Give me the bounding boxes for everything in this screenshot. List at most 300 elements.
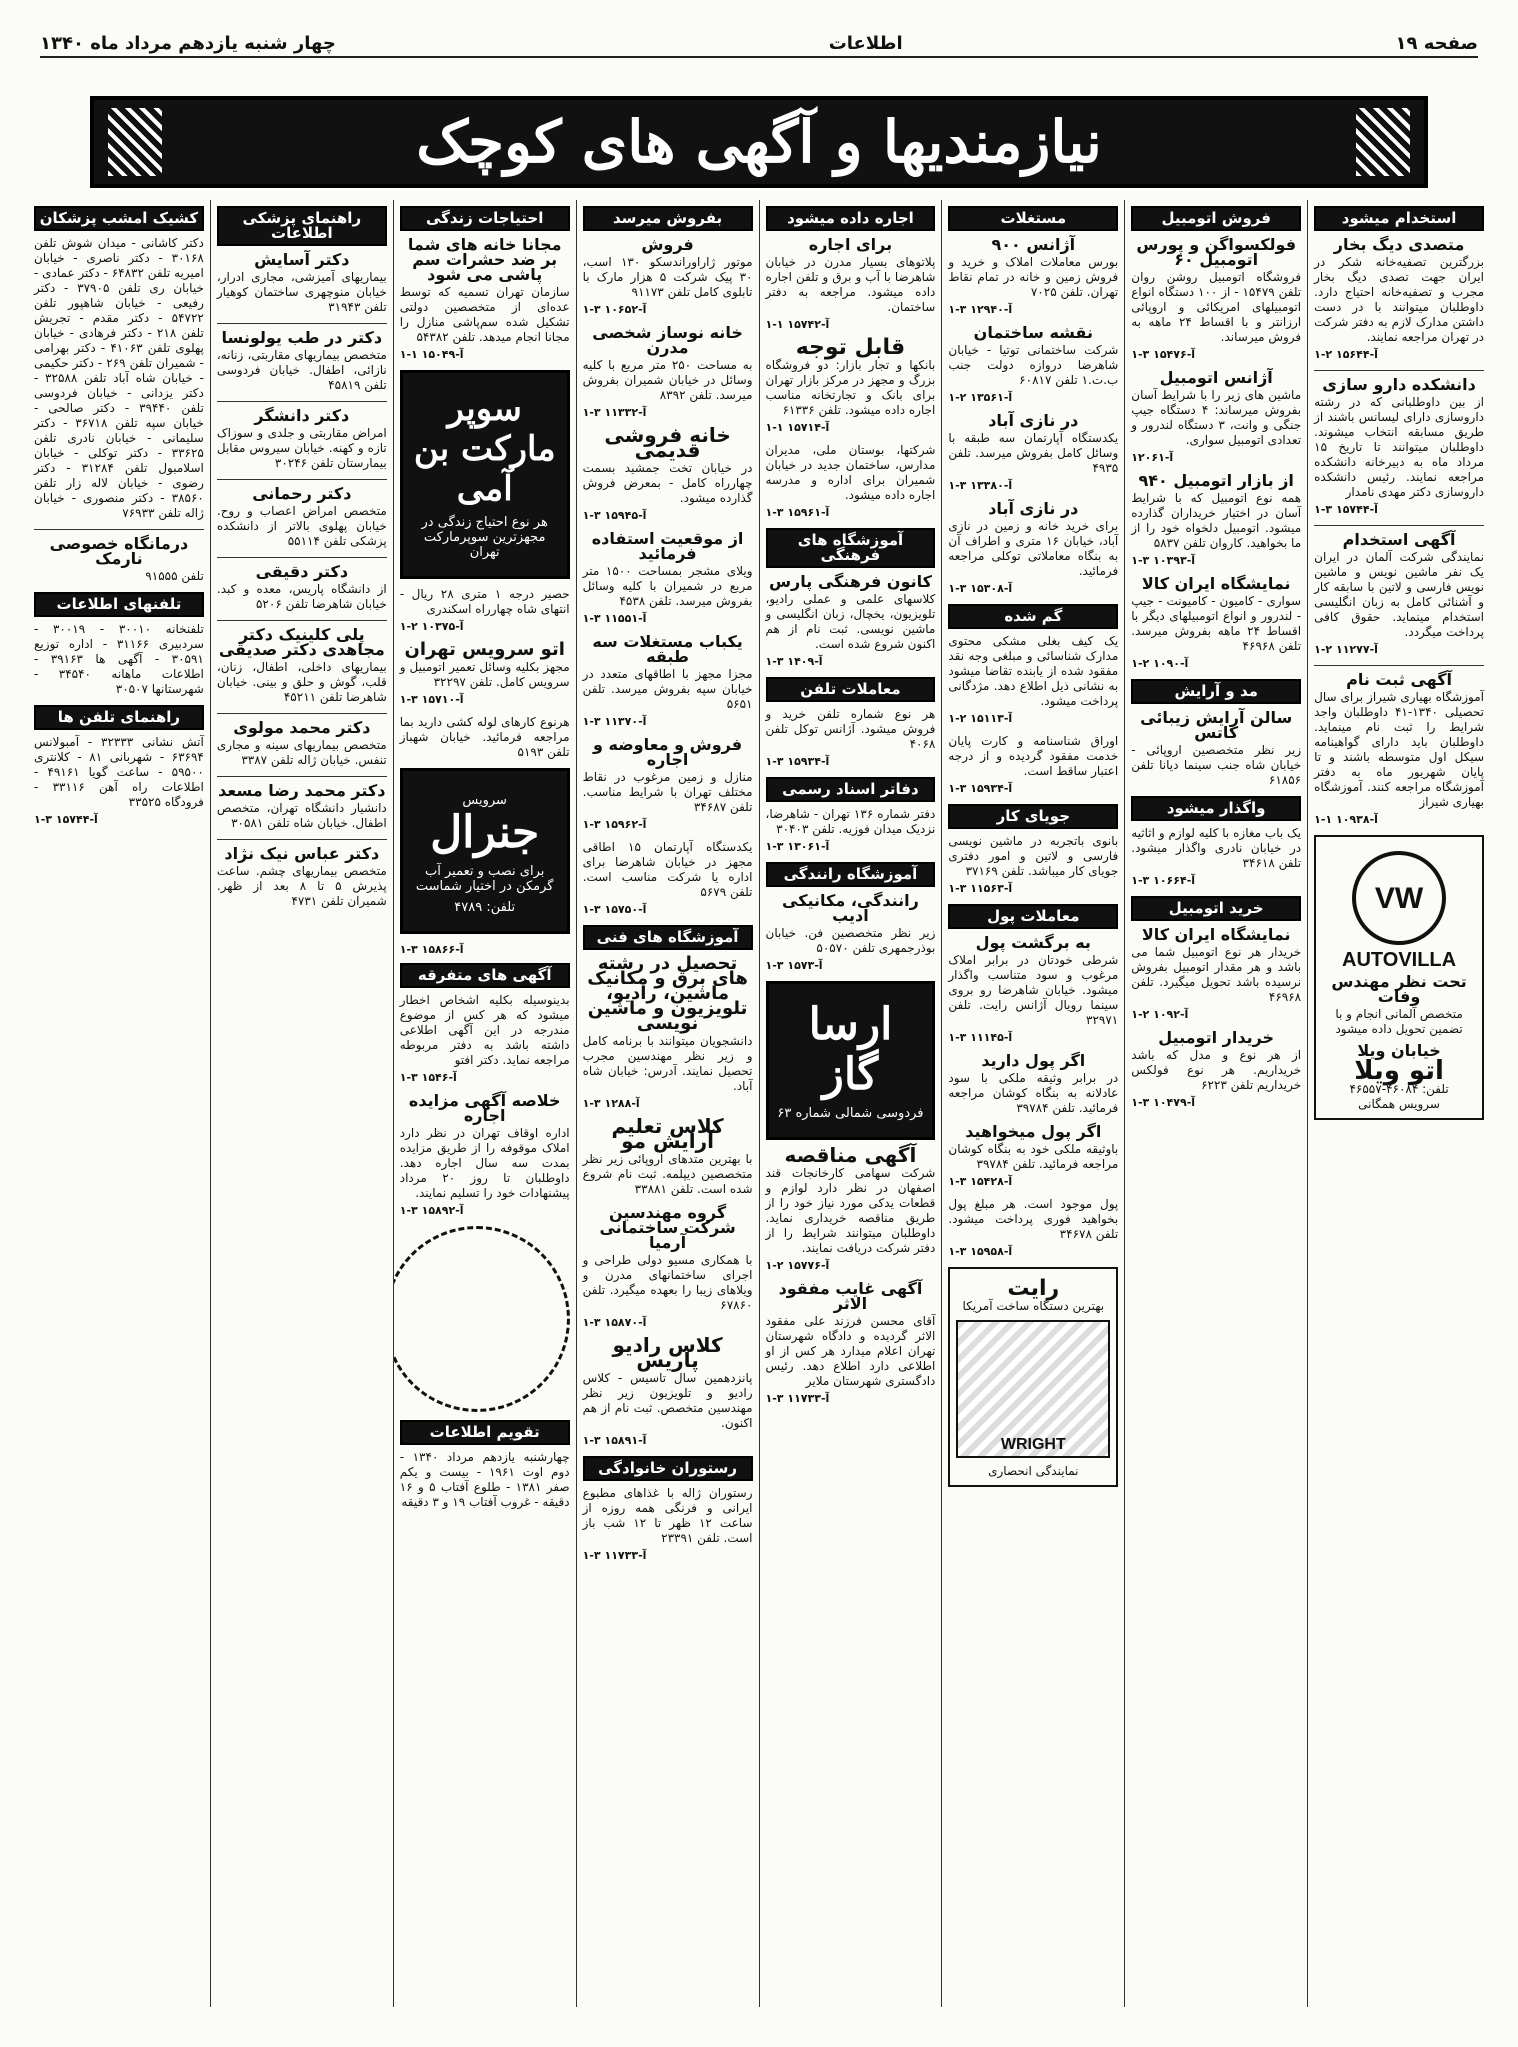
ad-body: دانشیار دانشگاه تهران، متخصص اطفال. خیابان شاه تلفن ۳۰۵۸۱ — [216, 801, 387, 830]
ad-body: زیر نظر متخصصین فن. خیابان بوذرجمهری تلفن ۵۰۵۷۰ — [765, 926, 936, 955]
ad-body: تلفن ۹۱۵۵۵ — [145, 569, 204, 583]
ad-body: در برابر وثیقه ملکی با سود عادلانه به بنگاه کوشان مراجعه فرمائید. تلفن ۳۹۷۸۴ — [948, 1071, 1119, 1115]
ad-ref: آ-۱۱۷۳۳ ۳-۱ — [765, 1392, 830, 1405]
ad-title: آژانس ۹۰۰ — [991, 235, 1076, 254]
ad-body: بیماریهای آمیزشی، مجاری ادرار، خیابان منوچهری ساختمان کوهیار تلفن ۳۱۹۴۳ — [216, 270, 387, 314]
ad-body: شرطی خودتان در برابر املاک مرغوب و سود متناسب واگذار میشود. خیابان شاهرضا رو بروی سینما رویال آژانس رایت. تلفن ۳۲۹۷۱ — [948, 953, 1119, 1027]
general-service-desc: برای نصب و تعمیر آب گرمکن در اختیار شماست — [415, 864, 554, 894]
ad-section — [948, 1124, 1118, 1189]
ad-ref: آ-۱۲۸۸ ۳-۱ — [582, 1097, 640, 1110]
ad-title: اتو سرویس تهران — [404, 639, 565, 660]
ad-ref: آ-۱۱۱۴۵ ۳-۱ — [948, 1031, 1013, 1044]
ad-body: رستوران ژاله با غذاهای مطبوع ایرانی و فرنگی همه روزه از ساعت ۱۲ ظهر تا ۱۲ شب باز است. تلفن ۲۳۳۹۱ — [582, 1486, 753, 1545]
ad-section — [948, 501, 1118, 596]
section-header: راهنمای پزشکی اطلاعات — [217, 206, 387, 246]
wright-subtitle: بهترین دستگاه ساخت آمریکا — [962, 1299, 1105, 1313]
divider — [217, 713, 387, 714]
autovilla-phone: تلفن: ۴۶۰۸۴-۴۶۵۵۷ — [1349, 1082, 1449, 1096]
section-header: آگهی های متفرقه — [400, 963, 570, 988]
ad-title: نقشه ساختمان — [973, 323, 1093, 342]
ad-title: دکتر رحمانی — [252, 484, 352, 503]
autovilla-name: اتو ویلا — [1354, 1056, 1444, 1086]
classified-columns — [28, 200, 1490, 2007]
ad-ref: آ-۱۴۰۹ ۳-۱ — [765, 655, 823, 668]
ad-section — [766, 862, 936, 973]
ad-section — [948, 904, 1118, 1045]
divider — [217, 479, 387, 480]
ad-title: خریدار اتومبیل — [1158, 1028, 1275, 1047]
ad-ref: آ-۱۳۵۶۱ ۲-۱ — [948, 391, 1013, 404]
ad-ref: آ-۱۵۴۷۶ ۳-۱ — [1131, 348, 1196, 361]
autovilla-ad — [1314, 835, 1484, 1120]
ad-ref: آ-۱۵۰۴۹ ۱-۱ — [399, 348, 464, 361]
ad-section — [1131, 576, 1301, 671]
ad-ref: آ-۱۵۹۳۴ ۳-۱ — [765, 755, 830, 768]
ad-body: امراض مقاربتی و جلدی و سوزاک تازه و کهنه. خیابان سیروس مقابل بیمارستان تلفن ۳۰۲۴۶ — [216, 426, 387, 470]
ad-section — [583, 325, 753, 420]
ad-section — [582, 1114, 753, 1197]
ad-title: از موقعیت استفاده فرمائید — [591, 529, 744, 563]
column-4 — [759, 200, 942, 2007]
ad-section — [766, 443, 936, 520]
section-header: کشیک امشب پزشکان — [34, 206, 204, 231]
ad-ref: آ-۱۳۳۸۰ ۳-۱ — [948, 479, 1013, 492]
ad-title: آژانس اتومبیل — [1159, 368, 1273, 387]
ad-ref: آ-۱۰۴۷۹ ۳-۱ — [1131, 1096, 1196, 1109]
divider — [34, 529, 204, 530]
general-service-title: جنرال — [430, 807, 540, 858]
ad-section — [217, 408, 387, 471]
ad-section — [948, 1197, 1118, 1259]
ad-section — [948, 804, 1118, 896]
ad-title: خانه فروشی قدیمی — [604, 423, 731, 462]
ad-ref: آ-۱۲۹۴۰ ۳-۱ — [948, 303, 1013, 316]
ad-body: بدینوسیله بکلیه اشخاص اخطار میشود که هر کس از موضوع مندرجه در این آگهی اطلاعی داشته باشد به دفتر مربوطه مراجعه نماید. دکتر افتو — [399, 993, 570, 1067]
arsa-gaz-ad — [766, 981, 936, 1140]
section-header: آموزشگاه رانندگی — [766, 862, 936, 887]
ad-section — [1131, 1030, 1301, 1110]
ad-body: شرکت ساختمانی توتیا - خیابان شاهرضا دروازه دولت جنب ب.ت.۱ تلفن ۶۰۸۱۷ — [948, 343, 1119, 387]
general-service-top: سرویس — [462, 793, 507, 808]
ad-section — [766, 528, 936, 669]
ad-ref: آ-۱۵۷۳ ۳-۱ — [765, 959, 823, 972]
ad-body: بورس معاملات املاک و خرید و فروش زمین و خانه در تمام نقاط تهران. تلفن ۷۰۲۵ — [948, 255, 1119, 299]
ad-title: آگهی ثبت نام — [1346, 670, 1453, 689]
ad-title: خانه نوساز شخصی مدرن — [592, 323, 743, 357]
ad-body: بانوی باتجربه در ماشین نویسی فارسی و لاتین و امور دفتری جویای کار میباشد. تلفن ۳۷۱۶۹ — [948, 834, 1119, 878]
ad-title: خلاصه آگهی مزایده اجاره — [408, 1091, 561, 1125]
ad-title: کلاس رادیو پاریس — [612, 1333, 723, 1372]
banner-stripe-right — [1356, 108, 1410, 176]
section-header: خرید اتومبیل — [1131, 896, 1301, 921]
ad-title: دانشکده دارو سازی — [1322, 375, 1476, 394]
ad-body: دفتر شماره ۱۳۶ تهران - شاهرضا، نزدیک میدان فوزیه. تلفن ۳۰۴۰۳ — [765, 807, 936, 836]
ad-body: اداره اوقاف تهران در نظر دارد املاک موقوفه را از طریق مزایده بمدت سه سال اجاره دهد. داوطلبان تا روز ۲۰ مرداد پیشنهادات خود را تسلیم نمایند. — [399, 1126, 570, 1200]
ad-body: هر نوع شماره تلفن خرید و فروش میشود. آژانس توکل تلفن ۴۰۶۸ — [765, 707, 936, 751]
ad-section — [582, 423, 753, 523]
ad-ref: آ-۱۵۴۲۸ ۳-۱ — [948, 1175, 1013, 1188]
column-7 — [210, 200, 393, 2007]
ad-title: پلی کلینیک دکتر مجاهدی دکتر صدیقی — [218, 625, 385, 659]
ad-body: با همکاری مسیو دولی طراحی و اجرای ساختمانهای مدرن و ویلاهای زیبا را بعهده میگیرد. تلفن ۶۷۸۶۰ — [582, 1253, 753, 1312]
section-header: مد و آرایش — [1131, 679, 1301, 704]
ad-ref: آ-۱۵۷۴۴ ۳-۱ — [1314, 503, 1378, 516]
ad-body: حصیر درجه ۱ متری ۲۸ ریال - انتهای شاه چهارراه اسکندری — [399, 587, 570, 616]
ad-body: برای خرید خانه و زمین در نازی آباد، خیابان ۱۶ متری و اطراف آن به بنگاه معاملاتی توکلی مراجعه فرمائید. — [948, 519, 1119, 578]
ad-body: موتور ژاراوراندسکو ۱۳۰ اسب، ۳۰ پیک شرکت ۵ هزار مارک با تابلوی کامل تلفن ۹۱۱۷۳ — [582, 255, 753, 299]
ad-section — [1314, 377, 1484, 517]
ad-section — [948, 734, 1118, 796]
ad-ref: آ-۱۰۶۵۲ ۳-۱ — [582, 303, 647, 316]
ad-title: دکتر محمد رضا مسعد — [218, 781, 386, 800]
ad-title: اگر پول میخواهید — [965, 1122, 1102, 1141]
ad-section — [400, 206, 570, 362]
ad-title: فروش و معاوضه و اجاره — [593, 735, 743, 769]
ad-title: نمایشگاه ایران کالا — [1141, 925, 1291, 944]
ad-body: کلاسهای علمی و عملی رادیو، تلویزیون، یخچال، زبان انگلیسی و ماشین نویسی. ثبت نام از هم اکنون شروع شده است. — [765, 592, 936, 651]
ad-ref: آ-۱۵۱۱۳ ۲-۱ — [948, 712, 1013, 725]
ad-section — [1314, 206, 1484, 362]
autovilla-supervisor: تحت نظر مهندس وفات — [1331, 972, 1467, 1006]
ad-ref: آ-۱۱۷۳۳ ۳-۱ — [582, 1549, 647, 1562]
page-header — [40, 30, 1478, 58]
ad-section — [400, 587, 570, 634]
ad-ref: آ-۱۵۸۹۱ ۳-۱ — [582, 1434, 647, 1447]
section-header: دفاتر اسناد رسمی — [766, 777, 936, 802]
ad-title: از بازار اتومبیل ۹۴۰ — [1138, 471, 1294, 490]
ad-body: منازل و زمین مرغوب در نقاط مختلف تهران با شرایط مناسب. تلفن ۳۴۶۸۷ — [582, 770, 753, 814]
ad-section — [217, 783, 387, 831]
ad-title: در نازی آباد — [988, 499, 1079, 518]
section-header: آموزشگاه های فنی — [583, 925, 753, 950]
ad-body: خریدار هر نوع اتومبیل شما می باشد و هر مقدار اتومبیل بفروش نرسیده باشد تحویل میگیرد. تلفن ۴۶۹۶۸ — [1131, 945, 1302, 1004]
ad-title: دکتر محمد مولوی — [233, 718, 371, 737]
ad-title: آگهی مناقصه — [784, 1143, 917, 1167]
ad-title: قابل توجه — [795, 335, 906, 360]
ad-title: اگر پول دارید — [981, 1051, 1086, 1070]
vw-logo-icon — [1352, 851, 1446, 945]
ad-section — [1131, 796, 1301, 888]
ad-body: یک کیف بغلی مشکی محتوی مدارک شناسائی و مبلغی وجه نقد مفقود شده از یابنده تقاضا میشود به نشانی ذیل اطلاع دهد. مژدگانی پرداخت میشود. — [948, 634, 1119, 708]
section-header: رستوران خانوادگی — [583, 1456, 753, 1481]
ad-ref: آ-۱۵۹۵۸ ۳-۱ — [948, 1245, 1013, 1258]
ad-section — [1131, 206, 1301, 362]
ad-section — [583, 737, 753, 832]
ad-section — [217, 486, 387, 549]
section-header: مستغلات — [948, 206, 1118, 231]
ad-ref: آ-۱۰۹۰ ۲-۱ — [1131, 657, 1189, 670]
ad-ref: آ-۱۱۲۷۷ ۲-۱ — [1314, 643, 1378, 656]
ad-body: متخصص امراض اعصاب و روح. خیابان پهلوی بالاتر از دانشکده پزشکی تلفن ۵۵۱۱۴ — [216, 504, 387, 548]
ad-body: آموزشگاه بهیاری شیراز برای سال تحصیلی ۱۳۴۰-۴۱ داوطلبان واجد شرایط را ثبت نام مینماید. داوطلبان باید دارای گواهینامه سیکل اول متوسطه باشند و تا پایان شهریور ماه به دفتر آموزشگاه مراجعه کنند. آموزشگاه بهیاری شیراز — [1314, 690, 1485, 809]
ad-ref: آ-۱۵۷۴۴ ۳-۱ — [34, 813, 98, 826]
ad-ref: آ-۱۵۹۶۱ ۳-۱ — [765, 506, 830, 519]
ad-section — [583, 925, 753, 1111]
ad-body: یکدستگاه آپارتمان سه طبقه با وسائل کامل بفروش میرسد. تلفن ۴۹۳۵ — [948, 431, 1119, 475]
ad-body: شرکت سهامی کارخانجات قند اصفهان در نظر دارد لوازم و قطعات یدکی مورد نیاز خود را از طریق مناقصه خریداری نماید. داوطلبان میتوانند شرایط را از دفتر شرکت دریافت نمایند. — [765, 1166, 936, 1255]
aerogram-ad-illustration — [393, 1226, 570, 1412]
ad-body: شرکتها، بوستان ملی، مدیران مدارس، ساختمان جدید در خیابان شمیران برای اداره و مدرسه اجاره داده میشود. — [765, 443, 936, 502]
section-header: اجاره داده میشود — [766, 206, 936, 231]
ad-body: از دانشگاه پاریس، معده و کبد. خیابان شاهرضا تلفن ۵۲۰۶ — [216, 582, 387, 611]
ad-ref: آ-۱۱۵۶۳ ۳-۱ — [948, 882, 1013, 895]
banner-stripe-left — [108, 108, 162, 176]
ad-ref: آ-۱۳۰۶۱ ۳-۱ — [765, 840, 830, 853]
ad-body: باوثیقه ملکی خود به بنگاه کوشان مراجعه فرمائید. تلفن ۳۹۷۸۴ — [948, 1142, 1119, 1171]
autovilla-brand: AUTOVILLA — [1342, 949, 1457, 971]
ad-section — [765, 1143, 936, 1273]
ad-ref: آ-۱۵۸۷۰ ۳-۱ — [582, 1316, 647, 1329]
ad-section — [765, 335, 936, 435]
ad-title: متصدی دیگ بخار — [1333, 235, 1465, 254]
ad-body: سازمان تهران تسمیه که توسط عده‌ای از متخصصین دولتی تشکیل شده سم‌پاشی منازل را مجانا انجام میدهد. تلفن ۵۴۳۸۲ — [399, 285, 570, 344]
paper-name: اطلاعات — [828, 32, 903, 54]
ad-ref: آ-۱۵۸۹۲ ۳-۱ — [399, 1204, 464, 1217]
ad-body: ماشین های زیر را با شرایط آسان بفروش میرساند: ۴ دستگاه جیپ جنگی و وانت، ۳ دستگاه لندرور و تعدادی اتومبیل سواری. — [1131, 388, 1302, 447]
section-header: تلفنهای اطلاعات — [34, 592, 204, 617]
ad-section — [400, 1420, 570, 1510]
divider — [217, 323, 387, 324]
ad-ref: آ-۱۱۳۷۰ ۳-۱ — [582, 715, 647, 728]
section-header: آموزشگاه های فرهنگی — [766, 528, 936, 568]
banner-title: نیازمندیها و آگهی های کوچک — [416, 108, 1102, 176]
section-header: جویای کار — [948, 804, 1118, 829]
supermarket-ad — [400, 370, 570, 579]
supermarket-tagline: هر نوع احتیاج زندگی در مجهزترین سوپرمارکت تهران — [421, 515, 548, 560]
ad-ref: آ-۱۰۹۲ ۲-۱ — [1131, 1008, 1189, 1021]
ad-body: مجهز بکلیه وسائل تعمیر اتومبیل و سرویس کامل. تلفن ۳۲۲۹۷ — [399, 660, 570, 689]
ad-section — [766, 777, 936, 854]
ad-title: مجانا خانه های شما بر ضد حشرات سم پاشی می شود — [407, 235, 562, 284]
ad-body: از هر نوع و مدل که باشد خریداریم. هر نوع فولکس خریداریم تلفن ۶۲۲۳ — [1131, 1048, 1302, 1092]
divider — [1314, 665, 1484, 666]
ad-section — [1131, 370, 1301, 465]
ad-section — [399, 639, 570, 707]
general-service-ad — [400, 768, 570, 934]
ad-ref: آ-۱۵۸۶۶ ۳-۱ — [399, 943, 464, 956]
ad-title: فروش — [641, 235, 694, 254]
section-header: معاملات پول — [948, 904, 1118, 929]
ad-ref: آ-۱۵۷۴۲ ۱-۱ — [765, 318, 830, 331]
ad-section — [217, 846, 387, 909]
ad-ref: آ-۱۵۷۱۰ ۳-۱ — [399, 693, 464, 706]
ad-ref: آ-۱۵۳۰۸ ۳-۱ — [948, 582, 1013, 595]
issue-date: چهار شنبه یازدهم مرداد ماه ۱۳۴۰ — [40, 32, 336, 54]
autovilla-service: سرویس همگانی — [1358, 1097, 1440, 1111]
ad-section — [948, 1053, 1118, 1116]
ad-title: برای اجاره — [808, 235, 893, 254]
ad-section — [217, 627, 387, 705]
section-header: گم شده — [948, 604, 1118, 629]
ad-body: همه نوع اتومبیل که با شرایط آسان در اختیار خریداران گذارده میشود. اتومبیل دلخواه خود را از ما بخواهید. کاروان تلفن ۵۸۳۷ — [1131, 491, 1302, 550]
ad-body: هرنوع کارهای لوله کشی دارید بما مراجعه فرمائید. خیابان شهباز تلفن ۵۱۹۳ — [399, 715, 570, 759]
ad-ref: آ-۱۰۹۳۸ ۱-۱ — [1314, 813, 1378, 826]
ad-title: تحصیل در رشته های برق و مکانیک ماشین، رادیو، تلویزیون و ماشین نویسی — [587, 953, 748, 1034]
column-1 — [1307, 200, 1490, 2007]
ad-section — [948, 325, 1118, 405]
ad-title: یکباب مستغلات سه طبقه — [592, 632, 743, 666]
ad-section — [34, 536, 204, 584]
divider — [217, 620, 387, 621]
ad-title: درمانگاه خصوصی نارمک — [49, 534, 189, 568]
ad-title: رانندگی، مکانیکی ادیب — [782, 891, 919, 925]
divider — [1314, 525, 1484, 526]
divider — [217, 839, 387, 840]
ad-section — [582, 1333, 753, 1448]
ad-section — [583, 1205, 753, 1330]
ad-section — [400, 963, 570, 1085]
wright-ad — [948, 1267, 1118, 1487]
ad-section — [948, 206, 1118, 317]
section-header: بفروش میرسد — [583, 206, 753, 231]
ad-title: گروه مهندسین شرکت ساختمانی آرمیا — [599, 1203, 736, 1252]
section-header: تقویم اطلاعات — [400, 1420, 570, 1445]
ad-body: سواری - کامیون - کامیونت - جیپ - لندرور و انواع اتومبیلهای دیگر با اقساط ۲۴ ماهه بفروش میرسد. تلفن ۴۶۹۶۸ — [1131, 594, 1302, 653]
wright-title: رایت — [1007, 1276, 1060, 1301]
column-3 — [941, 200, 1124, 2007]
divider — [1314, 370, 1484, 371]
wright-brand: WRIGHT — [1000, 1436, 1066, 1453]
ad-title: کلاس تعلیم آرایش مو — [611, 1114, 724, 1153]
ad-title: دکتر در طب یولونسا — [221, 328, 383, 347]
arsa-gaz-address: فردوسی شمالی شماره ۶۳ — [777, 1106, 924, 1121]
ad-body: پلاتوهای بسیار مدرن در خیابان شاهرضا با آب و برق و تلفن اجاره داده میشود. مراجعه به دفتر ساختمان. — [765, 255, 936, 314]
ad-section — [217, 206, 387, 315]
ad-body: اوراق شناسنامه و کارت پایان خدمت مفقود گردیده و از درجه اعتبار ساقط است. — [948, 734, 1119, 778]
section-header: واگذار میشود — [1131, 796, 1301, 821]
divider — [217, 557, 387, 558]
ad-body: تلفنخانه ۳۰۰۱۰ - ۳۰۰۱۹ - سردبیری ۳۱۱۶۶ - اداره توزیع ۳۰۵۹۱ - آگهی ها ۳۹۱۶۳ - اطلاعات ماهانه ۳۴۵۴۰ - شهرستانها ۳۰۵۰۷ — [34, 622, 204, 696]
ad-body: در خیابان تخت جمشید بسمت چهارراه کامل - بمعرض فروش گذارده میشود. — [582, 461, 753, 505]
ad-section — [583, 634, 753, 729]
ad-body: از بین داوطلبانی که در رشته داروسازی دارای لیسانس باشند از طریق مسابقه انتخاب میشوند. داوطلبان میتوانند تا تاریخ ۱۵ مرداد ماه به دبیرخانه دانشکده مراجعه نمایند. رئیس دانشکده داروسازی دکتر مهدی نامدار — [1314, 395, 1484, 499]
ad-section — [583, 840, 753, 917]
section-header: راهنمای تلفن ها — [34, 705, 204, 730]
ad-section — [217, 720, 387, 768]
ad-title: دکتر عباس نیک نژاد — [224, 844, 380, 863]
general-service-phone: تلفن: ۴۷۸۹ — [454, 900, 516, 915]
ad-title: آگهی غایب مفقود الاثر — [778, 1279, 923, 1313]
column-6 — [393, 200, 576, 2007]
ad-section — [948, 604, 1118, 726]
ad-title: دکتر دانشگر — [254, 406, 350, 425]
ad-ref: آ-۱۵۶۴۴ ۲-۱ — [1314, 348, 1378, 361]
column-5 — [576, 200, 759, 2007]
ad-section — [400, 715, 570, 760]
ad-body: بیماریهای داخلی، اطفال، زنان، قلب، گوش و حلق و بینی. خیابان شاهرضا تلفن ۴۵۲۱۱ — [216, 660, 387, 704]
ad-ref: آ-۱۵۷۱۴ ۱-۱ — [765, 421, 830, 434]
ad-body: بانکها و تجار بازار: دو فروشگاه بزرگ و مجهز در مرکز بازار تهران برای بانک و تجارتخانه مناسب اجاره داده میشود. تلفن ۶۱۳۳۶ — [765, 358, 936, 417]
ad-section — [583, 1456, 753, 1563]
ad-body: مجزا مجهز با اطاقهای متعدد در خیابان سپه بفروش میرسد. تلفن ۵۶۵۱ — [582, 667, 753, 711]
ad-ref: آ-۱۵۷۵۰ ۳-۱ — [582, 903, 647, 916]
ad-section — [766, 1281, 936, 1406]
ad-ref: آ-۱۰۳۷۵ ۲-۱ — [399, 620, 464, 633]
ad-ref: آ-۱۵۹۶۲ ۳-۱ — [582, 818, 647, 831]
section-header: استخدام میشود — [1314, 206, 1484, 231]
wright-caption: نمایندگی انحصاری — [988, 1464, 1079, 1478]
ad-body: متخصص بیماریهای مقاربتی، زنانه، نازائی، اطفال. خیابان فردوسی تلفن ۴۵۸۱۹ — [216, 348, 387, 392]
ad-title: دکتر دقیقی — [255, 562, 349, 581]
ad-section — [1131, 679, 1301, 788]
ad-ref: آ-۱۱۵۵۱ ۳-۱ — [582, 612, 647, 625]
ad-body: دانشجویان میتوانند با برنامه کامل و زیر نظر مهندسین مجرب تحصیل نمایند. آدرس: خیابان شاه آباد. — [582, 1034, 753, 1093]
ad-body: آقای محسن فرزند علی مفقود الاثر گردیده و دادگاه شهرستان تهران اعلام میدارد هر کس از او اطلاعی دارد اطلاع دهد. رئیس دادگستری شهرستان ملایر — [765, 1314, 936, 1388]
ad-section — [34, 206, 204, 521]
arsa-gaz-title: ارسا گاز — [808, 999, 893, 1100]
ad-section — [217, 330, 387, 393]
ad-ref: آ-۱۵۹۳۴ ۳-۱ — [948, 782, 1013, 795]
ad-body: بزرگترین تصفیه‌خانه شکر در ایران جهت تصدی دیگ بخار مجرب و تصفیه‌خانه احتیاج دارد. داوطلبان میتوانند با در دست داشتن مدارک لازم به دفتر شرکت در تهران مراجعه نمایند. — [1314, 255, 1484, 344]
divider — [217, 776, 387, 777]
ad-section — [1314, 532, 1484, 657]
column-8 — [28, 200, 210, 2007]
ad-body: آتش نشانی ۳۲۳۳۳ - آمبولانس ۶۳۶۹۴ - شهربانی ۸۱ - کلانتری ۵۹۵۰۰ - ساعت گویا ۴۹۱۶۱ - اطلاعات راه آهن ۳۳۱۱۶ - فرودگاه ۳۳۵۲۵ — [34, 735, 204, 809]
ad-body: چهارشنبه یازدهم مرداد ۱۳۴۰ - دوم اوت ۱۹۶۱ - بیست و یکم صفر ۱۳۸۱ - طلوع آفتاب ۵ و ۱۶ دقیقه - غروب آفتاب ۱۹ و ۳ دقیقه — [399, 1450, 570, 1509]
ad-body: دکتر کاشانی - میدان شوش تلفن ۳۰۱۶۸ - دکتر ناصری - خیابان امیریه تلفن ۶۴۸۳۲ - دکتر عمادی - خیابان ری تلفن ۳۷۹۰۵ - دکتر رفیعی - خیابان شاهپور تلفن ۵۴۷۲۲ - دکتر مقدم - تجریش تلفن ۲۱۸ - دکتر فرهادی - خیابان پهلوی تلفن ۴۱۰۶۳ - دکتر بهرامی - شمیران تلفن ۲۶۹ - دکتر حکیمی - خیابان شاه آباد تلفن ۳۲۵۸۸ - دکتر یزدانی - خیابان فردوسی تلفن ۳۹۴۴۰ - دکتر صالحی - خیابان سپه تلفن ۳۶۷۱۸ - دکتر سلیمانی - خیابان نادری تلفن ۳۳۶۲۵ - دکتر توکلی - خیابان اسلامبول تلفن ۳۱۲۸۴ - دکتر رضوی - خیابان لاله زار تلفن ۳۸۵۶۰ - دکتر منصوری - خیابان ژاله تلفن ۷۶۹۳۳ — [33, 236, 204, 520]
section-header: معاملات تلفن — [766, 677, 936, 702]
section-header: احتیاجات زندگی — [400, 206, 570, 231]
ad-section — [948, 413, 1118, 493]
wright-product-illustration — [956, 1320, 1110, 1458]
ad-ref: آ-۱۱۳۳۲ ۳-۱ — [582, 406, 647, 419]
ad-ref: آ-۱۰۳۹۳ ۳-۱ — [1131, 554, 1196, 567]
ad-title: کانون فرهنگی پارس — [768, 572, 932, 591]
ad-title: فولکسواگن و پورس اتومبیل ۶۰ — [1136, 235, 1297, 269]
ad-title: آگهی استخدام — [1342, 530, 1456, 549]
ad-title: سالن آرایش زیبائی کاتس — [1140, 708, 1293, 742]
ad-body: متخصص بیماریهای سینه و مجاری تنفس. خیابان ژاله تلفن ۳۳۸۷ — [216, 738, 387, 767]
ad-body: یکدستگاه آپارتمان ۱۵ اطاقی مجهز در خیابان شاهرضا برای اداره یا شرکت مناسب است. تلفن ۵۶۷۹ — [582, 840, 753, 899]
divider — [217, 401, 387, 402]
ad-body: نمایندگی شرکت آلمان در ایران یک نفر ماشین نویس و ماشین نویس فارسی و لاتین با سابقه کار و آشنائی کامل به زبان انگلیسی استخدام مینماید. حقوق کافی پرداخت میگردد. — [1314, 550, 1484, 639]
ad-section — [583, 206, 753, 317]
ad-body: با بهترین متدهای اروپائی زیر نظر متخصصین دیپلمه. ثبت نام شروع شده است. تلفن ۳۳۸۸۱ — [582, 1152, 753, 1196]
ad-body: پانزدهمین سال تاسیس - کلاس رادیو و تلویزیون زیر نظر مهندسین متخصص. ثبت نام از هم اکنون. — [582, 1371, 753, 1430]
ad-section — [766, 206, 936, 332]
ad-ref: آ-۱۵۴۶ ۳-۱ — [399, 1071, 457, 1084]
autovilla-desc: متخصص آلمانی انجام و با تضمین تحویل داده میشود — [1335, 1007, 1463, 1036]
ad-body: یک باب مغازه با کلیه لوازم و اثاثیه در خیابان نادری واگذار میشود. تلفن ۳۴۶۱۸ — [1131, 826, 1302, 870]
ad-ref: آ-۱۵۹۴۵ ۳-۱ — [582, 509, 647, 522]
classifieds-banner — [90, 96, 1428, 188]
ad-title: دکتر آسایش — [254, 250, 350, 269]
ad-body: ویلای مشجر بمساحت ۱۵۰۰ متر مربع در شمیران با کلیه وسائل بفروش میرسد. تلفن ۴۵۳۸ — [582, 564, 753, 608]
ad-section — [1131, 473, 1301, 568]
supermarket-title: سوپر مارکت بن آمی — [413, 389, 556, 509]
ad-section — [766, 677, 936, 769]
ad-section — [1314, 672, 1484, 827]
ad-section — [217, 564, 387, 612]
column-2 — [1124, 200, 1307, 2007]
autovilla-street: خیابان ویلا — [1357, 1041, 1441, 1060]
ad-section — [1131, 896, 1301, 1022]
ad-title: به برگشت پول — [975, 933, 1091, 952]
ad-ref: آ-۱۲۰۶۱ — [1131, 451, 1174, 464]
ad-title: نمایشگاه ایران کالا — [1141, 574, 1291, 593]
ad-body: پول موجود است. هر مبلغ پول بخواهید فوری پرداخت میشود. تلفن ۳۴۶۷۸ — [948, 1197, 1119, 1241]
ad-ref: آ-۱۰۶۶۴ ۳-۱ — [1131, 874, 1196, 887]
ad-body: به مساحت ۲۵۰ متر مربع با کلیه وسائل در خیابان شمیران بفروش میرسد. تلفن ۸۳۹۲ — [582, 358, 753, 402]
section-header: فروش اتومبیل — [1131, 206, 1301, 231]
ad-section — [34, 705, 204, 827]
ad-body: فروشگاه اتومبیل روشن روان تلفن ۱۵۴۷۹ - از ۱۰۰ دستگاه انواع اتومبیلهای امریکائی و اروپائی ارزانتر و با اقساط ۲۴ ماهه به فروش میرساند. — [1131, 270, 1302, 344]
ad-body: زیر نظر متخصصین اروپائی - خیابان شاه جنب سینما دیانا تلفن ۶۱۸۵۶ — [1131, 743, 1302, 787]
ad-section — [583, 531, 753, 626]
ad-title: در نازی آباد — [988, 411, 1079, 430]
ad-body: متخصص بیماریهای چشم. ساعت پذیرش ۵ تا ۸ بعد از ظهر. شمیران تلفن ۴۷۳۱ — [216, 864, 387, 908]
ad-section — [400, 1093, 570, 1218]
